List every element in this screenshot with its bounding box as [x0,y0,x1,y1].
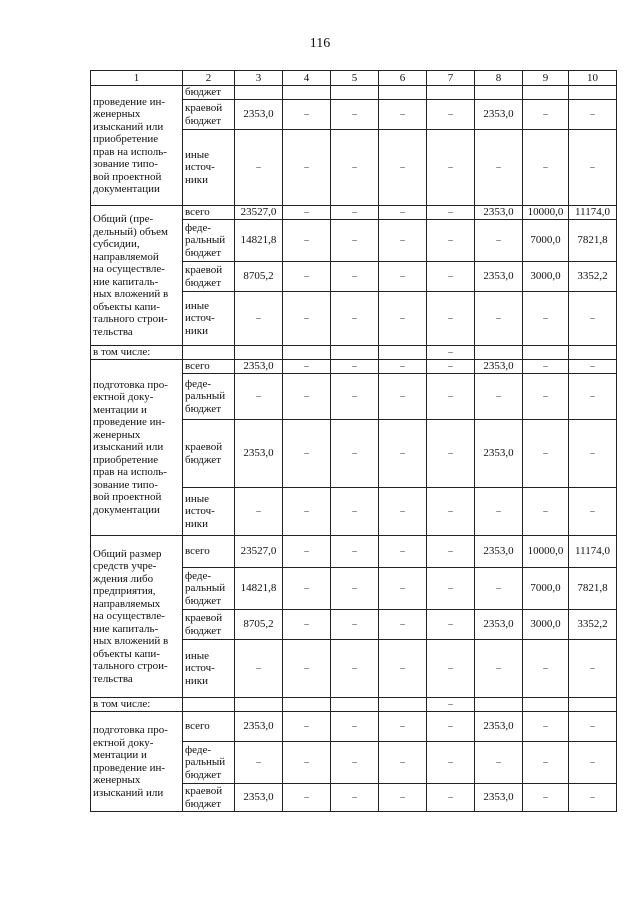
table-cell: – [427,206,475,220]
table-cell [379,86,427,100]
table-cell [475,346,523,360]
table-cell: 23527,0 [235,536,283,568]
table-cell: – [569,374,617,420]
table-cell: 8705,2 [235,262,283,292]
table-cell: – [475,130,523,206]
table-cell [569,86,617,100]
table-cell [283,346,331,360]
table-cell: – [475,292,523,346]
table-cell: – [331,712,379,742]
table-cell: – [523,640,569,698]
table-cell: – [475,640,523,698]
table-cell: – [379,420,427,488]
table-cell: 2353,0 [475,420,523,488]
table-row [91,698,617,712]
table-cell: – [331,640,379,698]
table-cell: – [331,360,379,374]
table-cell: 10000,0 [523,206,569,220]
table-cell [283,698,331,712]
table-cell: – [427,742,475,784]
table-cell: 2353,0 [235,360,283,374]
table-cell: – [283,220,331,262]
funding-source: иные источ- ники [183,292,235,346]
column-header-row [91,71,617,86]
table-cell [235,346,283,360]
table-cell: – [475,374,523,420]
table-cell: – [379,360,427,374]
funding-source: бюджет [183,86,235,100]
table-cell: – [475,568,523,610]
table-cell: – [569,130,617,206]
table-cell: – [427,568,475,610]
row-label: в том числе: [91,346,183,360]
funding-source: краевой бюджет [183,100,235,130]
table-cell: – [331,420,379,488]
table-cell: – [379,784,427,812]
table-cell: – [379,220,427,262]
funding-source: краевой бюджет [183,610,235,640]
table-cell: – [283,640,331,698]
table-cell: – [283,536,331,568]
table-cell: 3000,0 [523,610,569,640]
row-label: в том числе: [91,698,183,712]
table-cell: 7000,0 [523,568,569,610]
funding-source [183,346,235,360]
table-cell: – [523,100,569,130]
column-header: 3 [235,71,283,86]
table-cell: – [379,292,427,346]
table-cell: – [475,742,523,784]
table-cell: – [331,536,379,568]
table-cell: – [235,374,283,420]
table-cell: – [379,536,427,568]
table-cell: – [427,130,475,206]
table-cell: – [379,712,427,742]
table-cell [569,698,617,712]
funding-source: феде- ральный бюджет [183,220,235,262]
table-cell: – [427,262,475,292]
table-cell: – [283,420,331,488]
funding-source: краевой бюджет [183,262,235,292]
table-cell: – [569,420,617,488]
table-cell: – [427,712,475,742]
table-cell: – [427,420,475,488]
table-cell: 2353,0 [475,610,523,640]
table-cell: – [523,292,569,346]
table-cell: – [523,130,569,206]
table-cell: 10000,0 [523,536,569,568]
table-cell: – [569,292,617,346]
table-cell: – [523,488,569,536]
table-cell: – [379,206,427,220]
table-cell: – [235,742,283,784]
table-cell: – [235,488,283,536]
table-cell: – [331,292,379,346]
table-cell [523,346,569,360]
funding-source: всего [183,206,235,220]
table-cell: 23527,0 [235,206,283,220]
column-header: 2 [183,71,235,86]
table-cell: – [427,640,475,698]
table-cell: – [427,488,475,536]
table-cell: – [331,374,379,420]
table-cell: – [283,712,331,742]
table-cell: 11174,0 [569,206,617,220]
table-row [91,206,617,220]
table-cell: – [331,742,379,784]
table-cell: – [379,568,427,610]
table-cell [235,698,283,712]
table-cell: – [427,610,475,640]
table-cell: 2353,0 [475,360,523,374]
table-cell: – [235,640,283,698]
table-cell: 3000,0 [523,262,569,292]
table-cell: 7821,8 [569,220,617,262]
table-cell: – [331,488,379,536]
table-cell [475,86,523,100]
table-row [91,360,617,374]
table-cell: – [427,784,475,812]
table-cell: – [283,262,331,292]
table-cell: – [427,100,475,130]
table-cell: 2353,0 [235,712,283,742]
table-cell: 14821,8 [235,568,283,610]
table-cell: – [523,420,569,488]
row-label: Общий размер средств учре- ждения либо предприятия, направляемых на осуществле- ние капиталь- ных вложений в объекты капи- тального строи- тельства [91,536,183,698]
row-label: Общий (пре- дельный) объем субсидии, направляемой на осуществле- ние капиталь- ных вложений в объекты капи- тального строи- тельства [91,206,183,346]
column-header: 7 [427,71,475,86]
table-cell: – [523,742,569,784]
table-cell: 8705,2 [235,610,283,640]
table-cell: – [523,712,569,742]
table-cell: – [523,374,569,420]
table-cell: – [569,360,617,374]
table-cell: – [379,610,427,640]
funding-source: всего [183,712,235,742]
table-cell: 2353,0 [475,206,523,220]
table-cell: – [283,360,331,374]
table-cell: 2353,0 [475,536,523,568]
table-cell: 2353,0 [475,100,523,130]
column-header: 9 [523,71,569,86]
table-cell: – [475,220,523,262]
table-cell: – [283,292,331,346]
table-cell: 7821,8 [569,568,617,610]
table-cell [283,86,331,100]
table-cell: – [235,292,283,346]
table-cell: – [569,712,617,742]
column-header: 6 [379,71,427,86]
funding-source: иные источ- ники [183,488,235,536]
table-row [91,346,617,360]
table-cell: – [569,640,617,698]
table-cell: 2353,0 [475,784,523,812]
budget-table [90,70,617,812]
column-header: 5 [331,71,379,86]
table-cell: – [569,488,617,536]
table-cell: – [283,784,331,812]
table-cell: 2353,0 [235,420,283,488]
table-cell: – [283,374,331,420]
table-cell: – [427,346,475,360]
table-cell: 7000,0 [523,220,569,262]
table-cell: – [283,568,331,610]
table-cell [331,698,379,712]
table-cell: 2353,0 [235,100,283,130]
table-cell [475,698,523,712]
table-cell: 2353,0 [235,784,283,812]
table-cell [331,346,379,360]
table-cell: – [331,220,379,262]
table-cell: – [331,568,379,610]
table-cell: – [427,698,475,712]
column-header: 4 [283,71,331,86]
column-header: 1 [91,71,183,86]
table-cell: 11174,0 [569,536,617,568]
table-cell: – [475,488,523,536]
table-cell: – [283,130,331,206]
table-cell: – [427,292,475,346]
table-cell: – [379,100,427,130]
table-row [91,536,617,568]
table-cell: – [427,536,475,568]
table-cell: – [427,374,475,420]
table-cell: – [379,374,427,420]
row-label: проведение ин- женерных изысканий или приобретение прав на исполь- зование типо- вой проектной документации [91,86,183,206]
table-cell: – [427,360,475,374]
funding-source: феде- ральный бюджет [183,374,235,420]
table-cell: – [569,742,617,784]
table-row [91,712,617,742]
funding-source: всего [183,360,235,374]
table-cell: – [331,784,379,812]
table-cell: – [331,262,379,292]
funding-source: феде- ральный бюджет [183,742,235,784]
table-cell: – [427,220,475,262]
table-cell: – [283,610,331,640]
funding-source [183,698,235,712]
table-cell: 2353,0 [475,712,523,742]
funding-source: иные источ- ники [183,640,235,698]
table-cell [569,346,617,360]
row-label: подготовка про- ектной доку- ментации и проведение ин- женерных изысканий или [91,712,183,812]
table-cell: – [283,488,331,536]
table-cell: – [523,360,569,374]
table-cell: 2353,0 [475,262,523,292]
table-cell: – [331,206,379,220]
table-row [91,86,617,100]
table-cell: – [379,742,427,784]
table-cell: – [331,100,379,130]
funding-source: иные источ- ники [183,130,235,206]
table-cell: 14821,8 [235,220,283,262]
table-cell [523,86,569,100]
page-number: 116 [309,36,331,51]
funding-source: феде- ральный бюджет [183,568,235,610]
table-cell [427,86,475,100]
funding-source: всего [183,536,235,568]
table-cell: – [379,640,427,698]
funding-source: краевой бюджет [183,784,235,812]
table-cell: – [283,206,331,220]
table-cell [523,698,569,712]
column-header: 10 [569,71,617,86]
table-cell [379,346,427,360]
table-cell: – [283,742,331,784]
table-cell: 3352,2 [569,610,617,640]
table-cell [379,698,427,712]
table-cell: – [283,100,331,130]
row-label: подготовка про- ектной доку- ментации и проведение ин- женерных изысканий или приобретение прав на исполь- зование типо- вой проектной документации [91,360,183,536]
table-cell: – [379,488,427,536]
table-cell: – [331,130,379,206]
table-cell: – [379,262,427,292]
funding-source: краевой бюджет [183,420,235,488]
table-cell: – [235,130,283,206]
table-cell: – [331,610,379,640]
table-cell: – [569,784,617,812]
table-cell [331,86,379,100]
table-cell: – [569,100,617,130]
column-header: 8 [475,71,523,86]
table-cell: 3352,2 [569,262,617,292]
table-cell: – [523,784,569,812]
table-cell: – [379,130,427,206]
table-cell [235,86,283,100]
